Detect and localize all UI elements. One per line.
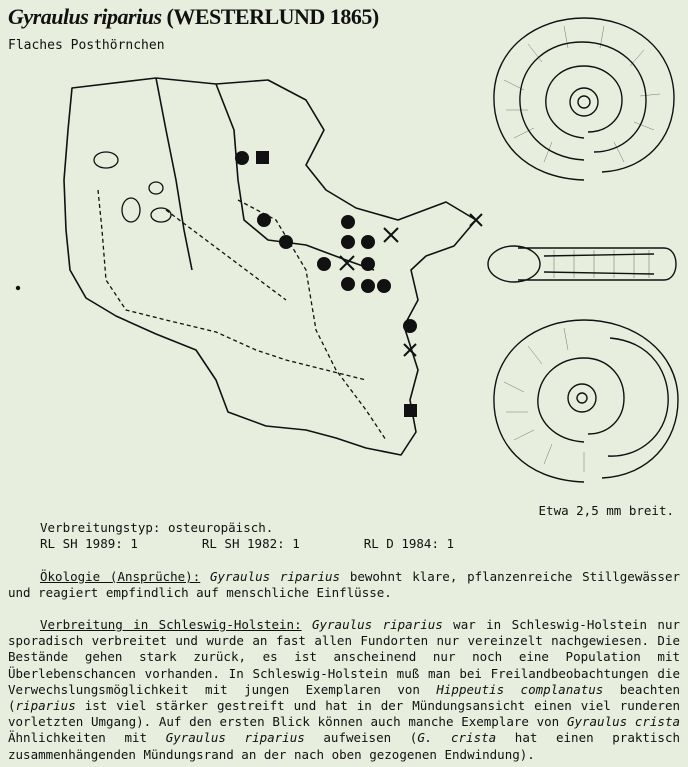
verbreitung-text: hat einen praktisch zusammenhängenden Mündungsrand an der nach oben gezogenen Endwindung). <box>8 730 681 762</box>
map-border-dashed <box>238 200 386 440</box>
shell-top-view <box>484 10 684 190</box>
verbreitung-text: ist viel stärker gestreift und hat in der Mündungsansicht einen viel runderen vorletzten Umgang). Auf den ersten Blick können auch manche Exemplare von <box>8 698 680 730</box>
type-value: osteuropäisch. <box>167 520 274 535</box>
rl-sh-1989-value: 1 <box>130 536 138 551</box>
shell-aperture-view <box>484 312 684 492</box>
type-label: Verbreitungstyp: <box>40 520 161 535</box>
find-site-marker <box>235 151 249 165</box>
rl-d-1984-value: 1 <box>446 536 455 551</box>
extinct-site-marker <box>384 228 398 242</box>
verbreitung-heading: Verbreitung in Schleswig-Holstein: <box>40 617 302 632</box>
find-site-marker <box>317 257 331 271</box>
extinct-site-marker <box>470 214 482 226</box>
verbreitung-text: aufweisen ( <box>323 730 418 746</box>
map-lake <box>94 152 118 168</box>
page-title <box>8 4 379 30</box>
find-site-marker <box>279 235 293 249</box>
map-river <box>156 78 192 270</box>
species-ref: Gyraulus riparius <box>209 569 341 584</box>
find-site-marker <box>341 277 355 291</box>
find-site-marker <box>361 235 375 249</box>
rl-d-1984-label: RL D 1984: <box>363 536 439 551</box>
find-site-marker <box>377 279 391 293</box>
oekologie-text: bewohnt klare, pflanzenreiche Stillgewässer und reagiert empfindlich auf menschliche Einflüsse. <box>8 569 680 601</box>
species-name: Gyraulus riparius <box>8 4 162 29</box>
distribution-meta <box>40 520 454 552</box>
extinct-site-marker <box>340 256 354 270</box>
verbreitung-text: Ähnlichkeiten mit <box>8 730 148 746</box>
find-site-marker <box>361 279 375 293</box>
distribution-map <box>6 70 486 490</box>
verbreitung-text: war in Schleswig-Holstein nur sporadisch verbreitet und wurde an fast allen Fundorten nur vereinzelt nachgewiesen. Die Bestände gehen stark zurück, es ist anscheinend nur noch eine Population mit Überlebenschancen vorhanden. In Schleswig-Holstein muß man bei Freilandbeobachtungen die Verwechslungsmöglichkeit mit jungen Exemplaren von <box>8 617 680 697</box>
species-ref: riparius <box>15 698 76 714</box>
verbreitung-paragraph <box>8 617 680 763</box>
find-site-marker <box>341 215 355 229</box>
map-lake <box>122 198 140 222</box>
figure-caption: Etwa 2,5 mm breit. <box>538 503 674 518</box>
common-name: Flaches Posthörnchen <box>8 38 165 53</box>
find-site-marker <box>361 257 375 271</box>
find-site-marker <box>257 213 271 227</box>
species-ref: G. crista <box>417 730 497 746</box>
species-author: (WESTERLUND 1865) <box>166 4 379 29</box>
rl-sh-1989-label: RL SH 1989: <box>40 536 123 551</box>
map-lake <box>149 182 163 194</box>
find-site-marker <box>403 319 417 333</box>
find-site-marker <box>256 151 269 164</box>
rl-sh-1982-label: RL SH 1982: <box>201 536 285 551</box>
species-ref: Gyraulus crista <box>566 714 681 730</box>
verbreitung-text: beachten ( <box>8 681 680 714</box>
find-site-marker <box>341 235 355 249</box>
find-site-marker <box>404 404 417 417</box>
map-border-dashed <box>98 190 366 380</box>
rl-sh-1982-value: 1 <box>292 536 300 551</box>
oekologie-heading: Ökologie (Ansprüche): <box>40 569 201 584</box>
oekologie-paragraph <box>8 569 680 601</box>
species-ref: Gyraulus riparius <box>311 617 443 632</box>
species-ref: Hippeutis complanatus <box>436 681 604 697</box>
species-ref: Gyraulus riparius <box>165 730 305 746</box>
map-lake <box>151 208 171 222</box>
shell-side-view <box>484 236 684 292</box>
map-coastline <box>64 78 476 455</box>
